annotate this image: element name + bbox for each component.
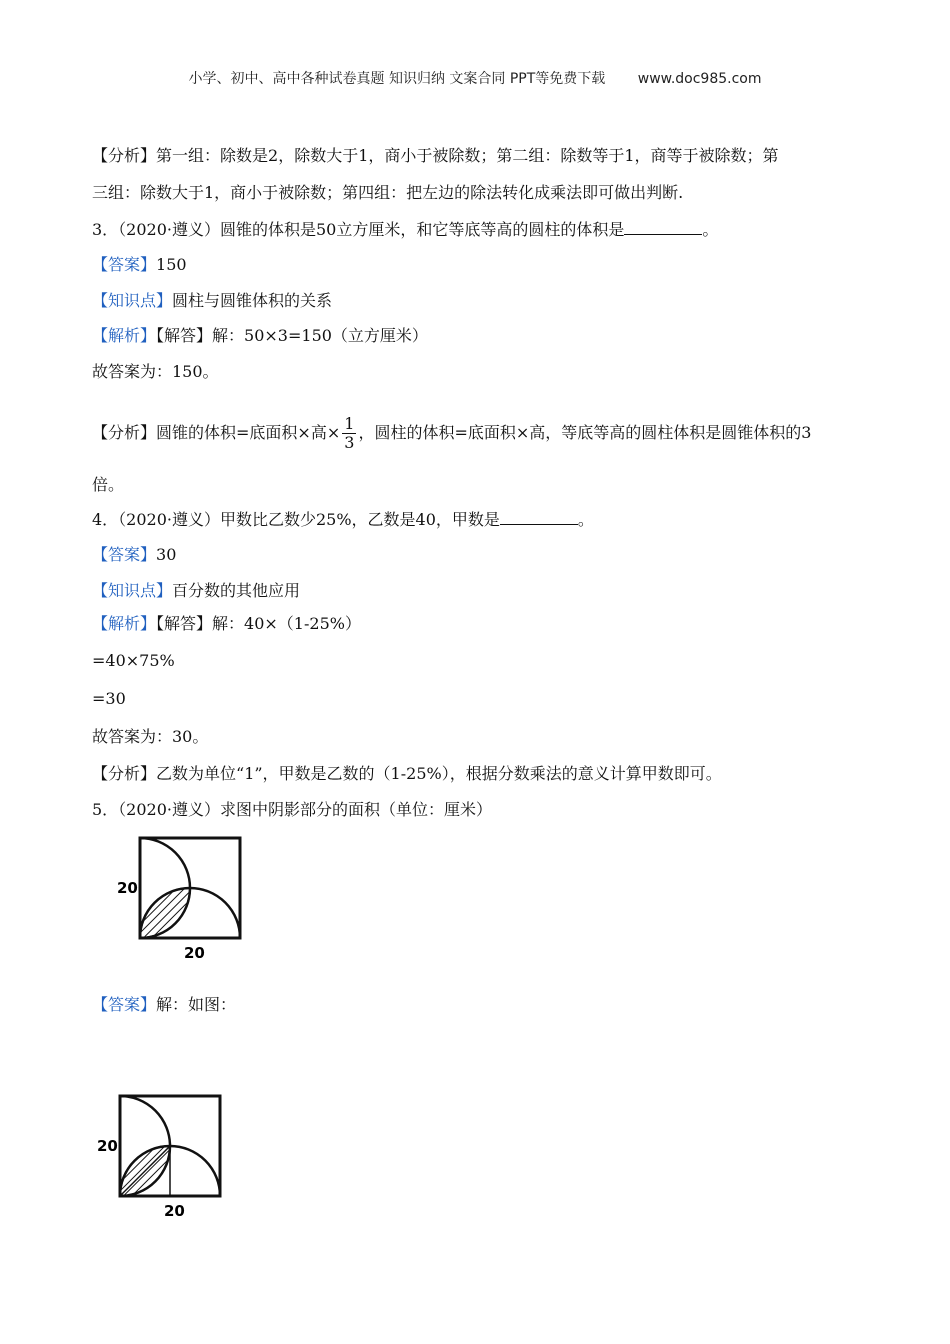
q5-answer-text: 解：如图： bbox=[156, 995, 237, 1014]
q2-analysis-line2 bbox=[92, 183, 683, 203]
q4-step2 bbox=[92, 689, 126, 709]
q4-answer bbox=[92, 545, 176, 565]
q3-knowledge bbox=[92, 291, 332, 311]
q2-analysis-text1: 第一组：除数是2，除数大于1，商小于被除数；第二组：除数等于1，商等于被除数；第 bbox=[156, 146, 779, 165]
q4-analysis bbox=[92, 764, 722, 784]
fig-side-label: 20 bbox=[117, 879, 138, 897]
answer-label: 【答案】 bbox=[92, 545, 157, 564]
header-site: www.doc985.com bbox=[637, 71, 762, 87]
q4-step1 bbox=[92, 651, 175, 671]
q3-solve-text: 解：50×3=150（立方厘米） bbox=[212, 326, 428, 345]
header-text: 小学、初中、高中各种试卷真题 知识归纳 文案合同 PPT等免费下载 bbox=[188, 71, 606, 87]
q3-analysis bbox=[92, 413, 811, 453]
q3-stem-end: 。 bbox=[702, 220, 719, 239]
fraction-denominator: 3 bbox=[344, 433, 355, 452]
figure-shaded-region bbox=[100, 828, 260, 968]
knowledge-label: 【知识点】 bbox=[92, 581, 173, 600]
q3-stem-text: 3．（2020·遵义）圆锥的体积是50立方厘米，和它等底等高的圆柱的体积是 bbox=[92, 220, 625, 239]
explain-label: 【解析】 bbox=[92, 614, 157, 633]
q2-analysis-line1 bbox=[92, 146, 779, 166]
analysis-label: 【分析】 bbox=[92, 423, 157, 442]
explain-label: 【解析】 bbox=[92, 326, 157, 345]
analysis-label: 【分析】 bbox=[92, 764, 157, 783]
answer-label: 【答案】 bbox=[92, 995, 157, 1014]
q3-stem bbox=[92, 219, 718, 240]
fig-bottom-label: 20 bbox=[184, 944, 205, 962]
q2-analysis-text2: 三组：除数大于1，商小于被除数；第四组：把左边的除法转化成乘法即可做出判断. bbox=[92, 183, 684, 202]
q4-step1-text: =40×75% bbox=[92, 651, 175, 670]
q3-explain bbox=[92, 326, 428, 346]
q3-conclusion-text: 故答案为：150。 bbox=[92, 362, 219, 381]
q5-answer bbox=[92, 995, 236, 1015]
q4-explain bbox=[92, 614, 361, 634]
fraction-one-third bbox=[342, 415, 356, 452]
q4-conclusion bbox=[92, 727, 208, 747]
q4-step2-text: =30 bbox=[92, 689, 126, 708]
q4-knowledge-text: 百分数的其他应用 bbox=[172, 581, 301, 600]
q4-stem bbox=[92, 509, 594, 530]
solve-label: 【解答】 bbox=[156, 326, 213, 345]
answer-blank bbox=[624, 219, 702, 235]
page-header bbox=[0, 68, 950, 88]
figure-solution bbox=[80, 1086, 240, 1226]
q4-stem-end: 。 bbox=[577, 510, 594, 529]
q3-analysis-a: 圆锥的体积=底面积×高× bbox=[156, 423, 341, 442]
q4-stem-text: 4．（2020·遵义）甲数比乙数少25%，乙数是40，甲数是 bbox=[92, 510, 500, 529]
q5-stem bbox=[92, 800, 492, 820]
answer-label: 【答案】 bbox=[92, 255, 157, 274]
q4-knowledge bbox=[92, 581, 300, 601]
q5-stem-text: 5．（2020·遵义）求图中阴影部分的面积（单位：厘米） bbox=[92, 800, 492, 819]
solve-label: 【解答】 bbox=[156, 614, 213, 633]
q3-answer-value: 150 bbox=[156, 255, 187, 274]
knowledge-label: 【知识点】 bbox=[92, 291, 173, 310]
q3-analysis-tail bbox=[92, 475, 124, 495]
q4-conclusion-text: 故答案为：30。 bbox=[92, 727, 209, 746]
q4-answer-value: 30 bbox=[156, 545, 177, 564]
analysis-label: 【分析】 bbox=[92, 146, 157, 165]
fraction-numerator: 1 bbox=[344, 414, 355, 433]
fig2-side-label: 20 bbox=[97, 1137, 118, 1155]
q3-analysis-b: ，圆柱的体积=底面积×高，等底等高的圆柱体积是圆锥体积的3 bbox=[358, 423, 812, 442]
answer-blank bbox=[500, 509, 578, 525]
fig2-bottom-label: 20 bbox=[164, 1202, 185, 1220]
q4-solve-text: 解：40×（1-25%） bbox=[212, 614, 361, 633]
q3-analysis-c: 倍。 bbox=[92, 475, 125, 494]
q3-knowledge-text: 圆柱与圆锥体积的关系 bbox=[172, 291, 333, 310]
q3-conclusion bbox=[92, 362, 219, 382]
shaded-lens bbox=[140, 888, 190, 938]
q4-analysis-text: 乙数为单位“1”，甲数是乙数的（1-25%），根据分数乘法的意义计算甲数即可。 bbox=[156, 764, 722, 783]
q3-answer bbox=[92, 255, 187, 275]
